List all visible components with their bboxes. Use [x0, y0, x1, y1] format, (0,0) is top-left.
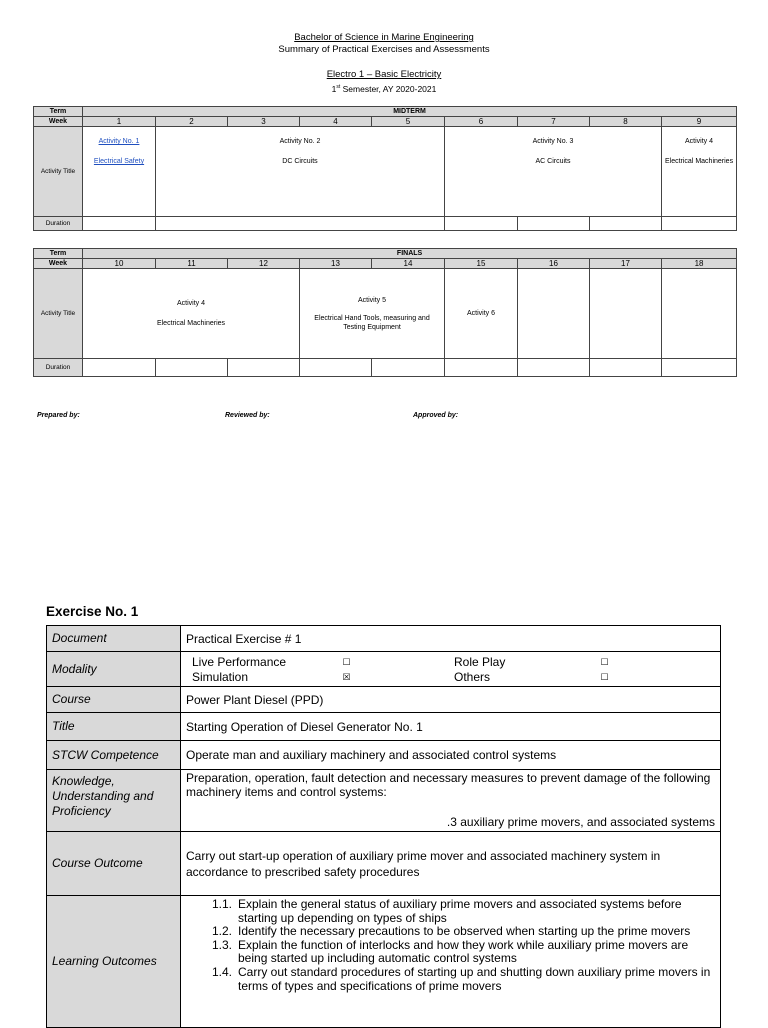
activity-1-cell [83, 127, 156, 217]
activity-4-number: Activity 4 [176, 299, 205, 307]
activity-5-title: Electrical Hand Tools, measuring and Testing Equipment [314, 314, 430, 331]
week-label: Week [34, 259, 83, 269]
activity-2-title: DC Circuits [282, 158, 318, 165]
course-outcome-value: Carry out start-up operation of auxiliary prime mover and associated machinery system in accordance to prescribed safety procedures [181, 832, 721, 896]
week-cell: 16 [518, 259, 590, 269]
exercise-table [46, 625, 721, 1028]
activity-6-cell [445, 269, 518, 359]
learning-outcome-item: 1.2. Identify the necessary precautions to be observed when starting up the prime movers [212, 924, 691, 939]
week-cell: 4 [300, 117, 372, 127]
activity-4-cell [83, 269, 300, 359]
activity-3-number: Activity No. 3 [532, 138, 574, 145]
course-title: Electro 1 – Basic Electricity [326, 69, 442, 80]
reviewed-by-label: Reviewed by: [225, 412, 270, 419]
course-outcome-label: Course Outcome [47, 832, 181, 896]
week-cell: 13 [300, 259, 372, 269]
activity-6-number: Activity 6 [466, 309, 495, 317]
approved-by-label: Approved by: [413, 412, 459, 419]
midterm-schedule-table [33, 106, 737, 231]
exercise-title: Exercise No. 1 [46, 604, 139, 619]
program-title: Bachelor of Science in Marine Engineering [294, 32, 474, 43]
activity-3-cell [445, 127, 662, 217]
live-performance-checkbox[interactable]: ☐ [342, 656, 351, 667]
kup-item: .3 auxiliary prime movers, and associated systems [446, 815, 715, 829]
learning-outcome-item: 1.1. Explain the general status of auxiliary prime movers and associated systems before starting up depending on types of ships [212, 897, 682, 925]
title-label: Title [47, 713, 181, 741]
term-name: MIDTERM [83, 107, 737, 117]
activity-4-number: Activity 4 [685, 138, 714, 145]
live-performance-label: Live Performance [192, 654, 287, 669]
learning-outcome-item: 1.3. Explain the function of interlocks and how they work while auxiliary prime movers are being started up including automatic control systems [212, 937, 689, 966]
activity-title-label: Activity Title [34, 127, 83, 217]
week-cell: 18 [662, 259, 737, 269]
activity-4-cell [662, 127, 737, 217]
stcw-value: Operate man and auxiliary machinery and associated control systems [181, 741, 721, 770]
learning-outcomes-label: Learning Outcomes [47, 896, 181, 1028]
week-cell: 17 [590, 259, 662, 269]
duration-label: Duration [34, 359, 83, 377]
title-value: Starting Operation of Diesel Generator No. 1 [181, 713, 721, 741]
duration-label: Duration [34, 217, 83, 231]
activity-5-cell [300, 269, 445, 359]
others-checkbox[interactable]: ☐ [600, 671, 609, 682]
electrical-safety-link[interactable]: Electrical Safety [93, 158, 145, 165]
week-cell: 12 [228, 259, 300, 269]
week-cell: 14 [372, 259, 445, 269]
activity-4-title: Electrical Machineries [664, 158, 734, 165]
others-label: Others [454, 669, 491, 684]
course-value: Power Plant Diesel (PPD) [181, 687, 721, 713]
simulation-checkbox[interactable]: ☒ [342, 671, 351, 682]
learning-outcomes-list [181, 896, 721, 1028]
activity-2-number: Activity No. 2 [279, 138, 321, 145]
week-cell: 8 [590, 117, 662, 127]
kup-label: Knowledge, Understanding and Proficiency [47, 770, 181, 832]
week-cell: 11 [156, 259, 228, 269]
kup-text: Preparation, operation, fault detection and necessary measures to prevent damage of the following machinery items and control systems: [186, 771, 711, 799]
role-play-checkbox[interactable]: ☐ [600, 656, 609, 667]
modality-options [181, 652, 721, 687]
activity-5-number: Activity 5 [357, 296, 386, 304]
week-cell: 15 [445, 259, 518, 269]
activity-3-title: AC Circuits [535, 158, 571, 165]
term-label: Term [34, 249, 83, 259]
semester-line: 1st Semester, AY 2020-2021 [331, 83, 437, 94]
kup-value [181, 770, 721, 832]
activity-title-label: Activity Title [34, 269, 83, 359]
prepared-by-label: Prepared by: [37, 412, 80, 419]
finals-schedule-table [33, 248, 737, 377]
learning-outcome-item: 1.4. Carry out standard procedures of starting up and shutting down auxiliary prime movers in terms of types and specifications of prime movers [212, 964, 711, 993]
week-cell: 5 [372, 117, 445, 127]
week-cell: 2 [156, 117, 228, 127]
week-cell: 3 [228, 117, 300, 127]
week-cell: 1 [83, 117, 156, 127]
modality-label: Modality [47, 652, 181, 687]
document-value: Practical Exercise # 1 [181, 626, 721, 652]
role-play-label: Role Play [454, 654, 506, 669]
course-label: Course [47, 687, 181, 713]
term-label: Term [34, 107, 83, 117]
simulation-label: Simulation [192, 669, 249, 684]
stcw-label: STCW Competence [47, 741, 181, 770]
activity-2-cell [156, 127, 445, 217]
week-cell: 6 [445, 117, 518, 127]
week-cell: 7 [518, 117, 590, 127]
summary-title: Summary of Practical Exercises and Assessments [278, 44, 490, 55]
activity-4-title: Electrical Machineries [156, 319, 226, 327]
term-name: FINALS [83, 249, 737, 259]
activity-1-link[interactable]: Activity No. 1 [98, 138, 140, 145]
week-label: Week [34, 117, 83, 127]
week-cell: 10 [83, 259, 156, 269]
week-cell: 9 [662, 117, 737, 127]
document-label: Document [47, 626, 181, 652]
